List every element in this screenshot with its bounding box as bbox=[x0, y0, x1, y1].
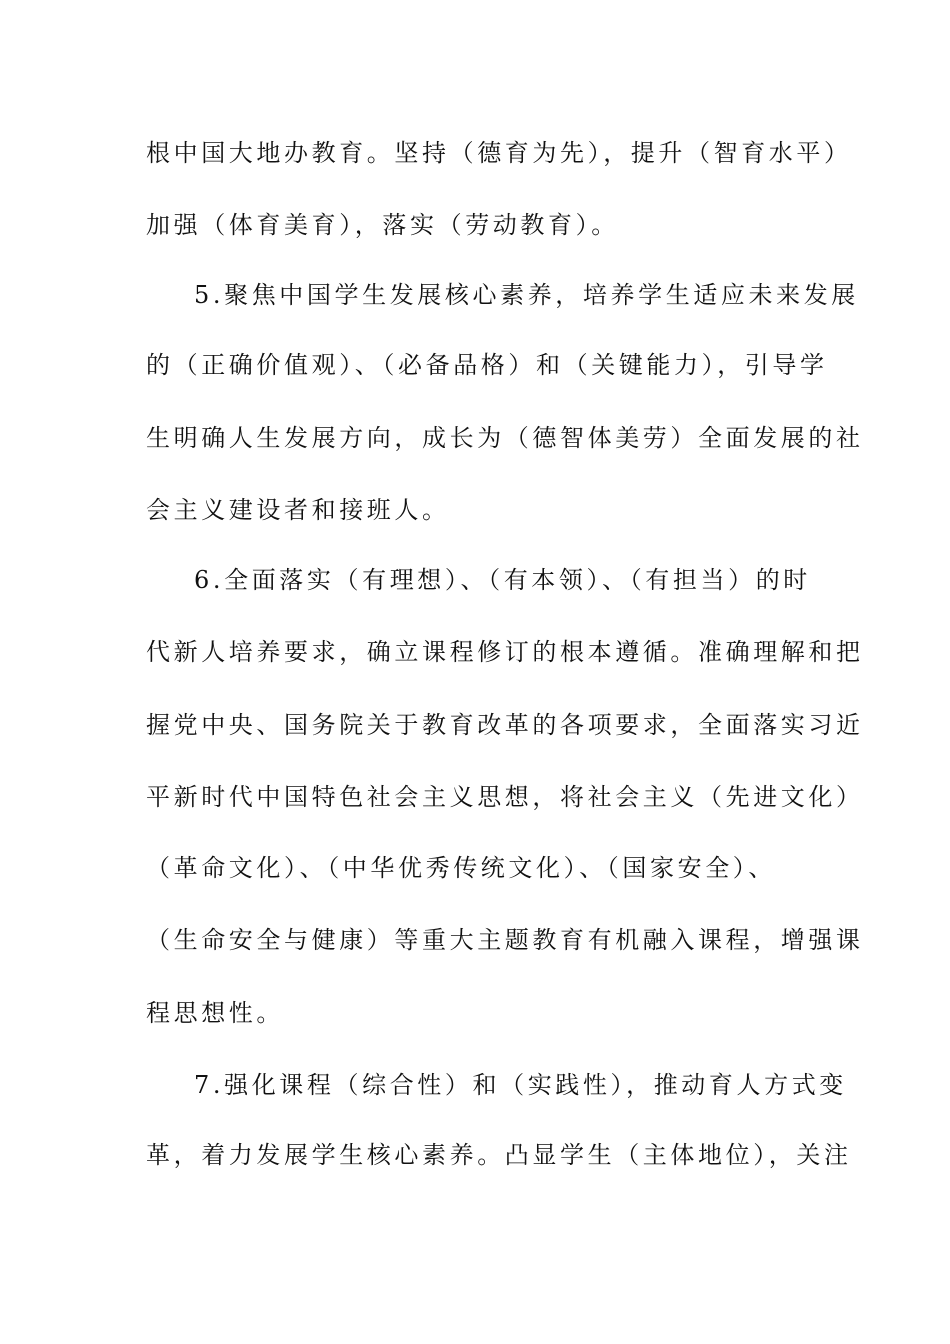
paragraph-line: 程思想性。 bbox=[146, 999, 284, 1027]
paragraph-line: 5.聚焦中国学生发展核心素养，培养学生适应未来发展 bbox=[194, 281, 859, 309]
paragraph-line: 平新时代中国特色社会主义思想，将社会主义（先进文化） bbox=[146, 783, 864, 811]
paragraph-line: 6.全面落实（有理想）、（有本领）、（有担当）的时 bbox=[194, 566, 811, 594]
paragraph-line: 7.强化课程（综合性）和（实践性），推动育人方式变 bbox=[194, 1071, 847, 1099]
paragraph-line: 根中国大地办教育。坚持（德育为先），提升（智育水平） bbox=[146, 139, 852, 167]
paragraph-line: （革命文化）、（中华优秀传统文化）、（国家安全）、 bbox=[146, 854, 776, 882]
paragraph-line: 代新人培养要求，确立课程修订的根本遵循。准确理解和把 bbox=[146, 638, 864, 666]
paragraph-line: 生明确人生发展方向，成长为（德智体美劳）全面发展的社 bbox=[146, 424, 864, 452]
paragraph-line: 握党中央、国务院关于教育改革的各项要求，全面落实习近 bbox=[146, 711, 864, 739]
paragraph-line: 的（正确价值观）、（必备品格）和（关键能力），引导学 bbox=[146, 351, 828, 379]
paragraph-line: （生命安全与健康）等重大主题教育有机融入课程，增强课 bbox=[146, 926, 864, 954]
paragraph-line: 加强（体育美育），落实（劳动教育）。 bbox=[146, 211, 619, 239]
paragraph-line: 革，着力发展学生核心素养。凸显学生（主体地位），关注 bbox=[146, 1141, 852, 1169]
paragraph-line: 会主义建设者和接班人。 bbox=[146, 496, 450, 524]
